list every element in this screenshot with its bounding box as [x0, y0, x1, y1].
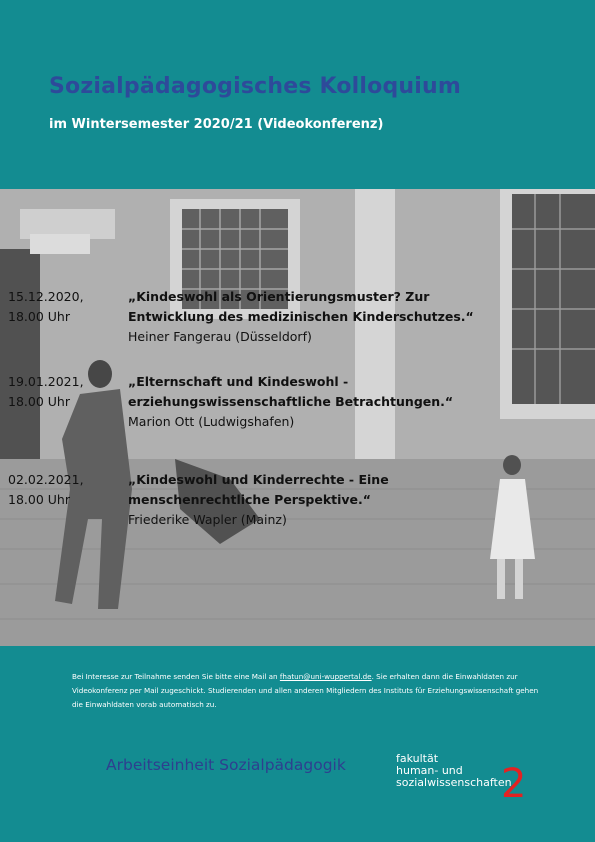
contact-email-link[interactable]: fhatun@uni-wuppertal.de: [279, 672, 372, 681]
event-speaker: Marion Ott (Ludwigshafen): [128, 414, 295, 429]
event-date-value: 02.02.2021,: [8, 472, 84, 487]
event-speaker: Friederike Wapler (Mainz): [128, 512, 287, 527]
info-text-after: . Sie erhalten dann die Einwahldaten zur Videokonferenz per Mail zugeschickt. Studierenden und allen anderen Mitgliedern des Instituts für Erziehungswissenschaft gehen die Einwahldaten vorab automatisch zu.: [72, 672, 539, 709]
event-title: „Kindeswohl als Orientierungsmuster? Zur Entwicklung des medizinischen Kinderschutzes.“: [128, 289, 474, 324]
event-date: [8, 372, 84, 412]
page-subtitle: im Wintersemester 2020/21 (Videokonferenz): [49, 117, 384, 132]
info-text-before: Bei Interesse zur Teilnahme senden Sie bitte eine Mail an: [72, 672, 280, 681]
faculty-line-2: human- und: [396, 764, 463, 777]
page-title: Sozialpädagogisches Kolloquium: [49, 74, 462, 99]
faculty-logo-text: [396, 753, 512, 789]
faculty-number: 2: [501, 761, 527, 807]
unit-name: Arbeitseinheit Sozialpädagogik: [106, 756, 346, 774]
event-date: [8, 287, 84, 327]
event-speaker: Heiner Fangerau (Düsseldorf): [128, 329, 312, 344]
event-talk: [128, 372, 453, 432]
event-time-value: 18.00 Uhr: [8, 309, 70, 324]
event-date-value: 19.01.2021,: [8, 374, 84, 389]
faculty-line-1: fakultät: [396, 752, 439, 765]
event-time-value: 18.00 Uhr: [8, 492, 70, 507]
event-title: „Elternschaft und Kindeswohl - erziehungswissenschaftliche Betrachtungen.“: [128, 374, 454, 409]
event-date: [8, 470, 84, 510]
event-talk: [128, 470, 389, 530]
event-time-value: 18.00 Uhr: [8, 394, 70, 409]
event-title: „Kindeswohl und Kinderrechte - Eine menschenrechtliche Perspektive.“: [128, 472, 389, 507]
event-talk: [128, 287, 474, 347]
participation-info: [72, 670, 542, 712]
faculty-line-3: sozialwissenschaften: [396, 776, 512, 789]
event-date-value: 15.12.2020,: [8, 289, 84, 304]
